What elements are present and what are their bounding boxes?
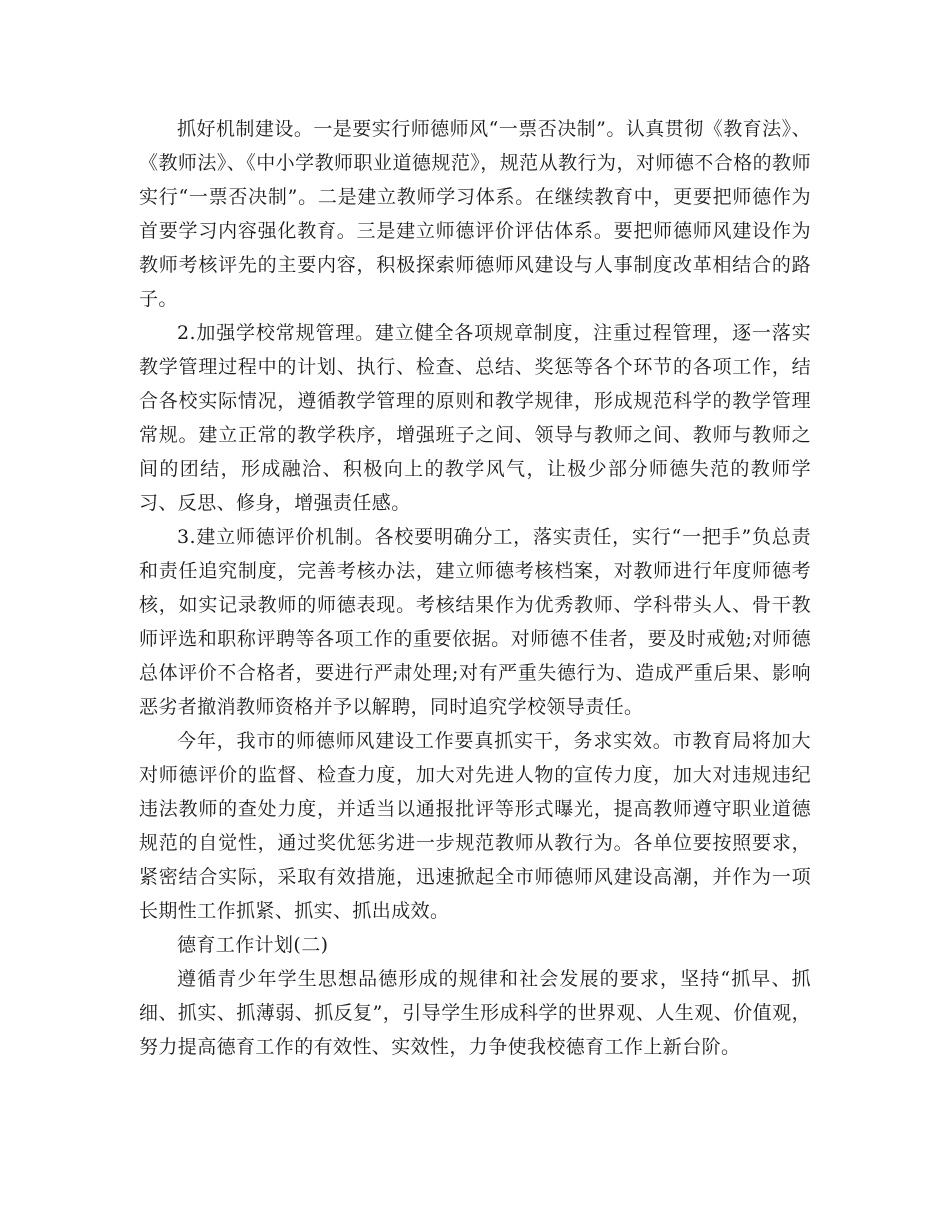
document-body <box>139 112 811 1064</box>
section-heading: 德育工作计划(二) <box>177 934 329 956</box>
paragraph-routine-management: 2.加强学校常规管理。建立健全各项规章制度，注重过程管理，逐一落实教学管理过程中的计划、执行、检查、总结、奖惩等各个环节的各项工作，结合各校实际情况，遵循教学管理的原则和教学规律，形成规范科学的教学管理常规。建立正常的教学秩序，增强班子之间、领导与教师之间、教师与教师之间的团结，形成融洽、积极向上的教学风气，让极少部分师德失范的教师学习、反思、修身，增强责任感。 <box>139 322 811 514</box>
paragraph-evaluation-mechanism: 3.建立师德评价机制。各校要明确分工，落实责任，实行“一把手”负总责和责任追究制度，完善考核办法，建立师德考核档案，对教师进行年度师德考核，如实记录教师的师德表现。考核结果作为优秀教师、学科带头人、骨干教师评选和职称评聘等各项工作的重要依据。对师德不佳者，要及时戒勉;对师德总体评价不合格者，要进行严肃处理;对有严重失德行为、造成严重后果、影响恶劣者撤消教师资格并予以解聘，同时追究学校领导责任。 <box>139 526 811 718</box>
paragraph-moral-education: 遵循青少年学生思想品德形成的规律和社会发展的要求，坚持“抓早、抓细、抓实、抓薄弱、抓反复”，引导学生形成科学的世界观、人生观、价值观，努力提高德育工作的有效性、实效性，力争使我校德育工作上新台阶。 <box>139 968 811 1058</box>
paragraph-mechanism-building: 抓好机制建设。一是要实行师德师风“一票否决制”。认真贯彻《教育法》、《教师法》、《中小学教师职业道德规范》，规范从教行为，对师德不合格的教师实行“一票否决制”。二是建立教师学习体系。在继续教育中，更要把师德作为首要学习内容强化教育。三是建立师德评价评估体系。要把师德师风建设作为教师考核评先的主要内容，积极探索师德师风建设与人事制度改革相结合的路子。 <box>139 118 811 310</box>
paragraph-this-year: 今年，我市的师德师风建设工作要真抓实干，务求实效。市教育局将加大对师德评价的监督、检查力度，加大对先进人物的宣传力度，加大对违规违纪违法教师的查处力度，并适当以通报批评等形式曝光，提高教师遵守职业道德规范的自觉性，通过奖优惩劣进一步规范教师从教行为。各单位要按照要求，紧密结合实际，采取有效措施，迅速掀起全市师德师风建设高潮，并作为一项长期性工作抓紧、抓实、抓出成效。 <box>139 730 811 922</box>
